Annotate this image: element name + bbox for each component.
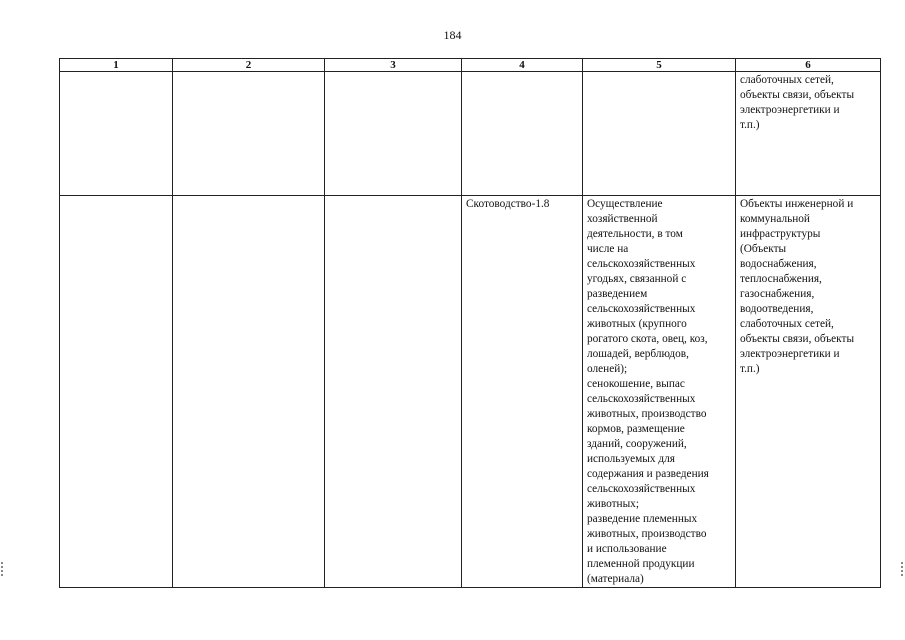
table-cell [583,72,736,196]
table-cell-land-use-type: Скотоводство-1.8 [462,196,583,588]
table-cell [325,196,462,588]
table-cell-permitted-objects: Объекты инженерной и коммунальной инфраструктуры (Объекты водоснабжения, теплоснабжения, газоснабжения, водоотведения, слаботочных сетей, объекты связи, объекты электроэнергетики и т.п.) [736,196,881,588]
table-cell [173,72,325,196]
table-cell [462,72,583,196]
column-header-2: 2 [173,59,325,72]
column-header-1: 1 [60,59,173,72]
table-row [60,72,881,196]
page-number: 184 [443,28,462,42]
table-header-row [60,59,881,72]
column-header-4: 4 [462,59,583,72]
table-row [60,196,881,588]
table-cell: слаботочных сетей, объекты связи, объекты электроэнергетики и т.п.) [736,72,881,196]
scan-artifact-left [1,562,3,578]
column-header-6: 6 [736,59,881,72]
table-cell [60,72,173,196]
document-table [59,58,881,588]
column-header-5: 5 [583,59,736,72]
column-header-3: 3 [325,59,462,72]
table-cell [60,196,173,588]
scan-artifact-right [901,562,903,578]
table-cell [325,72,462,196]
table-cell-description: Осуществление хозяйственной деятельности, в том числе на сельскохозяйственных угодьях, связанной с разведением сельскохозяйственных животных (крупного рогатого скота, овец, коз, лошадей, верблюдов, оленей); сенокошение, выпас сельскохозяйственных животных, производство кормов, размещение зданий, сооружений, используемых для содержания и разведения сельскохозяйственных животных; разведение племенных животных, производство и использование племенной продукции (материала) [583,196,736,588]
table-cell [173,196,325,588]
